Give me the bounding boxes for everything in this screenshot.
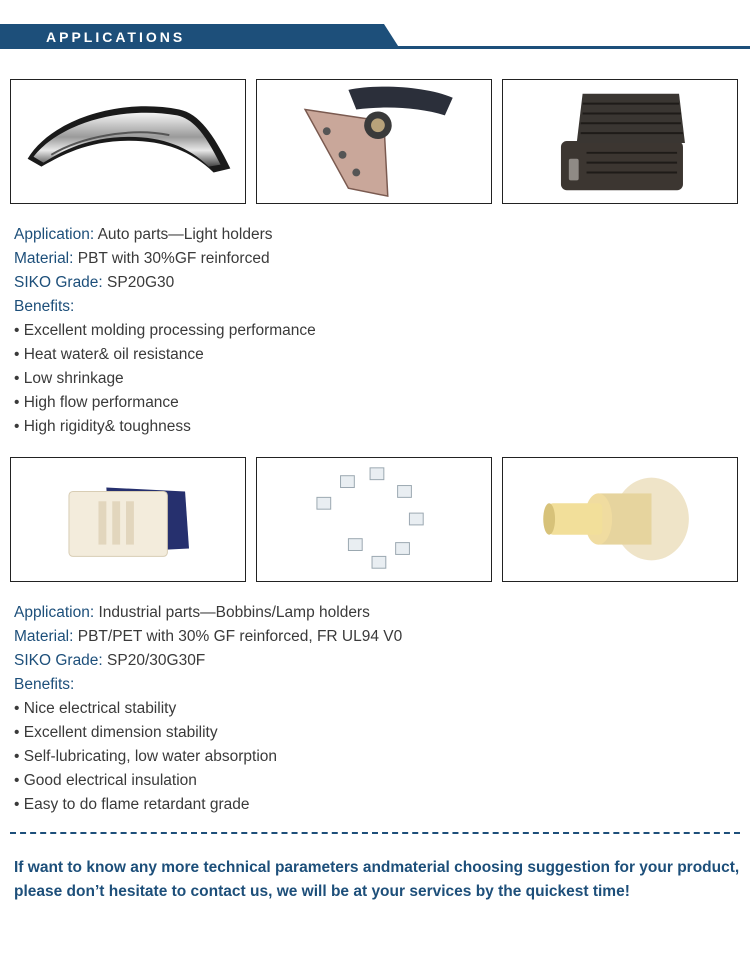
section-banner <box>0 24 750 50</box>
grade-value: SP20/30G30F <box>107 652 206 669</box>
photo-air-vent <box>502 79 738 204</box>
benefit-item: • Low shrinkage <box>14 367 316 391</box>
material-value: PBT with 30%GF reinforced <box>77 250 270 267</box>
spec-block-auto <box>14 223 316 439</box>
benefit-item: • High flow performance <box>14 391 316 415</box>
application-value: Auto parts—Light holders <box>97 226 273 243</box>
photo-connector <box>10 457 246 582</box>
material-row <box>14 247 316 271</box>
benefit-item: • Easy to do flame retardant grade <box>14 793 402 817</box>
grade-row <box>14 649 402 673</box>
photo-mirror-bracket <box>256 79 492 204</box>
material-value: PBT/PET with 30% GF reinforced, FR UL94 V0 <box>77 628 403 645</box>
grade-row <box>14 271 316 295</box>
spec-block-industrial <box>14 601 402 817</box>
photo-light-holder <box>10 79 246 204</box>
application-label: Application: <box>14 226 95 243</box>
application-value: Industrial parts—Bobbins/Lamp holders <box>98 604 370 621</box>
material-label: Material: <box>14 250 74 267</box>
application-row <box>14 223 316 247</box>
photo-lamp-holder <box>502 457 738 582</box>
benefit-item: • Self-lubricating, low water absorption <box>14 745 402 769</box>
contact-line-2: please don’t hesitate to contact us, we will be at your services by the quickest time! <box>14 883 630 900</box>
photo-bobbins <box>256 457 492 582</box>
benefit-item: • Heat water& oil resistance <box>14 343 316 367</box>
page-title: APPLICATIONS <box>46 29 186 45</box>
application-row <box>14 601 402 625</box>
application-label: Application: <box>14 604 95 621</box>
grade-value: SP20G30 <box>107 274 175 291</box>
benefit-item: • High rigidity& toughness <box>14 415 316 439</box>
benefit-item: • Good electrical insulation <box>14 769 402 793</box>
grade-label: SIKO Grade: <box>14 652 103 669</box>
benefit-item: • Excellent molding processing performance <box>14 319 316 343</box>
benefits-label: Benefits: <box>14 676 75 693</box>
grade-label: SIKO Grade: <box>14 274 103 291</box>
material-label: Material: <box>14 628 74 645</box>
benefit-item: • Excellent dimension stability <box>14 721 402 745</box>
material-row <box>14 625 402 649</box>
contact-note <box>14 856 744 904</box>
benefits-label: Benefits: <box>14 298 75 315</box>
contact-line-1: If want to know any more technical parameters andmaterial choosing suggestion for your product, <box>14 859 740 876</box>
dashed-divider <box>10 832 740 834</box>
benefit-item: • Nice electrical stability <box>14 697 402 721</box>
